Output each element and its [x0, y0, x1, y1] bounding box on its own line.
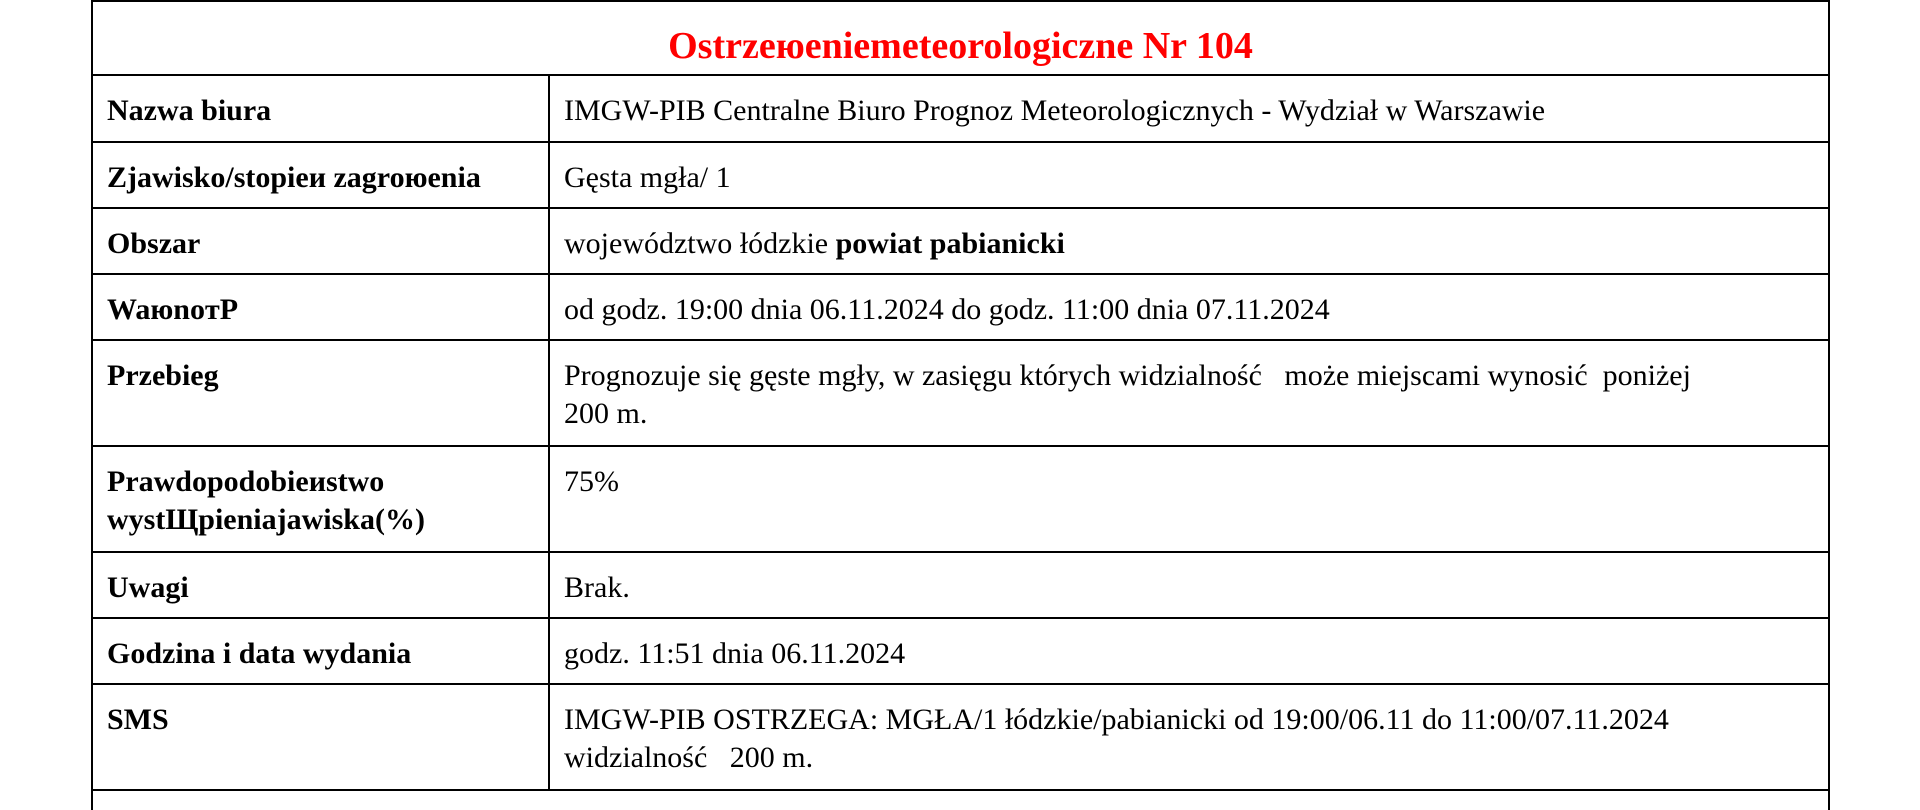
table-row — [93, 274, 1828, 340]
row-value — [549, 340, 1828, 446]
course-line-1: Prognozuje się gęste mgły, w zasięgu których widzialność może miejscami wynosić poniżej — [564, 359, 1691, 392]
row-label: WaюnoтР — [93, 274, 549, 340]
row-value: IMGW-PIB Centralne Biuro Prognoz Meteorologicznych - Wydział w Warszawie — [549, 76, 1828, 142]
table-row — [93, 142, 1828, 208]
course-line-2: 200 m. — [564, 397, 648, 430]
probability-label-line-1: Prawdopodobieиstwo — [107, 465, 385, 498]
table-row — [93, 552, 1828, 618]
row-label: Nazwa biura — [93, 76, 549, 142]
row-value: Gęsta mgła/ 1 — [549, 142, 1828, 208]
row-label: Zjawisko/stopieи zagroюenia — [93, 142, 549, 208]
row-label: Godzina i data wydania — [93, 618, 549, 684]
row-value — [549, 208, 1828, 274]
table-row — [93, 340, 1828, 446]
row-label: Uwagi — [93, 552, 549, 618]
area-county: powiat pabianicki — [835, 227, 1065, 260]
row-value: godz. 11:51 dnia 06.11.2024 — [549, 618, 1828, 684]
table-row — [93, 684, 1828, 790]
sms-line-2: widzialność 200 m. — [564, 741, 814, 774]
row-value: 75% — [549, 446, 1828, 552]
document-title: Ostrzeюeniemeteorologiczne Nr 104 — [668, 25, 1253, 67]
warning-table — [93, 76, 1828, 791]
row-label: SMS — [93, 684, 549, 790]
table-row — [93, 618, 1828, 684]
row-label — [93, 446, 549, 552]
sms-line-1: IMGW-PIB OSTRZEGA: MGŁA/1 łódzkie/pabianicki od 19:00/06.11 do 11:00/07.11.2024 — [564, 703, 1669, 736]
row-value — [549, 684, 1828, 790]
area-voivodeship: województwo łódzkie — [564, 227, 836, 260]
row-value: Brak. — [549, 552, 1828, 618]
row-label: Przebieg — [93, 340, 549, 446]
row-label: Obszar — [93, 208, 549, 274]
probability-label-line-2: wystЩpieniаjawiska(%) — [107, 503, 425, 536]
table-row — [93, 76, 1828, 142]
title-row — [93, 0, 1828, 76]
table-row — [93, 446, 1828, 552]
table-row — [93, 208, 1828, 274]
row-value: od godz. 19:00 dnia 06.11.2024 do godz. 11:00 dnia 07.11.2024 — [549, 274, 1828, 340]
warning-document — [91, 0, 1830, 810]
